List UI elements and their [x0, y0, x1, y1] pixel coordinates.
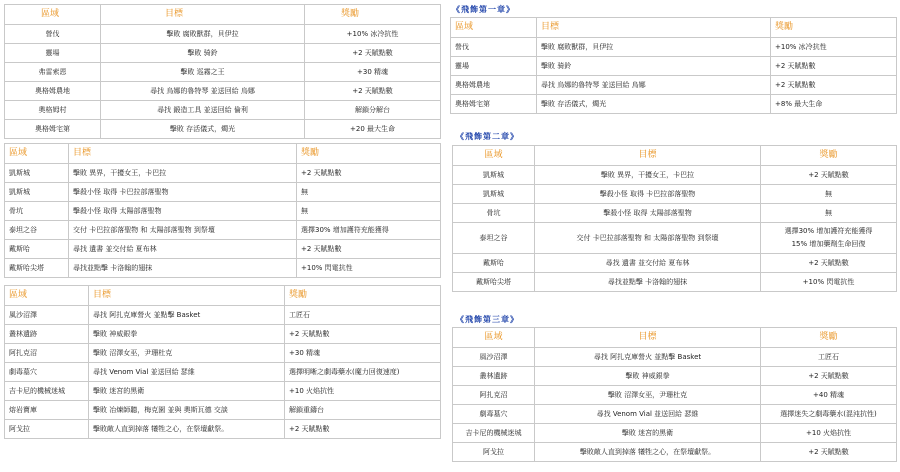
cell-area: 靈場 [5, 44, 101, 63]
cell-goal: 交付 卡巴拉部落聖物 和 太陽部落聖物 到祭壇 [535, 223, 761, 254]
table-row [453, 424, 897, 443]
cell-goal: 擊敗 巡霧之王 [101, 63, 305, 82]
cell-reward: +2 天賦點數 [297, 240, 441, 259]
header-row [5, 144, 441, 164]
cell-area: 凱斯城 [5, 164, 69, 183]
cell-area: 靈場 [451, 57, 537, 76]
cell-reward: 選擇30% 增加護符充能獲得 [297, 221, 441, 240]
cell-reward: 選擇迷失之劇毒藥水(混沌抗性) [761, 405, 897, 424]
cell-goal: 尋找 阿扎克庫營火 並點擊 Basket [535, 348, 761, 367]
cell-goal: 尋找 烏娜的魯特琴 並送回給 烏娜 [101, 82, 305, 101]
cell-goal: 擊敗 沼澤女巫，尹珊杜克 [89, 344, 285, 363]
table-row [451, 38, 897, 57]
table-row [5, 240, 441, 259]
cell-area: 奧格姆農地 [5, 82, 101, 101]
cell-goal: 擊敗 神威銀拳 [535, 367, 761, 386]
cell-reward: 解鎖分解台 [305, 101, 441, 120]
table-row [451, 57, 897, 76]
cell-reward: +10% 閃電抗性 [297, 259, 441, 278]
cell-area: 劇毒墓穴 [5, 363, 89, 382]
cell-reward: +2 天賦點數 [297, 164, 441, 183]
header-goal: 目標 [69, 144, 297, 164]
header-area: 區域 [5, 5, 101, 25]
table-row [5, 344, 441, 363]
left-act3-table [4, 285, 441, 439]
header-reward: 獎勵 [285, 286, 441, 306]
cell-area: 骨坑 [5, 202, 69, 221]
cell-area: 劇毒墓穴 [453, 405, 535, 424]
cell-area: 弗雷索恩 [5, 63, 101, 82]
cell-area: 戴斯哈尖塔 [5, 259, 69, 278]
table-row [5, 325, 441, 344]
table-row [5, 382, 441, 401]
header-goal: 目標 [101, 5, 305, 25]
cell-reward: +2 天賦點數 [285, 325, 441, 344]
cell-reward: +2 天賦點數 [761, 166, 897, 185]
cell-goal: 尋找 烏娜的魯特琴 並送回給 烏娜 [537, 76, 771, 95]
table-row [5, 306, 441, 325]
cell-goal: 尋找 Venom Vial 並送回給 瑟維 [535, 405, 761, 424]
reward-line-2: 15% 增加藥劑生命回復 [791, 240, 866, 248]
table-row [453, 386, 897, 405]
table-row [5, 101, 441, 120]
cell-goal: 擊敗 異界，干擾女王，卡巴拉 [535, 166, 761, 185]
cell-area: 叢林遺跡 [453, 367, 535, 386]
cell-reward: +8% 最大生命 [771, 95, 897, 114]
table-row [5, 25, 441, 44]
cell-area: 戴斯哈 [453, 254, 535, 273]
cell-goal: 擊敗 冶煉師聽，梅克園 並與 奧斯瓦德 交談 [89, 401, 285, 420]
cell-goal: 尋找並點擊 卡洛翰的翅抹 [535, 273, 761, 292]
cell-goal: 擊敗 腐敗獸群，貝伊拉 [537, 38, 771, 57]
table-row [5, 164, 441, 183]
cell-area: 阿戈拉 [453, 443, 535, 462]
cell-reward: 無 [761, 185, 897, 204]
cell-goal: 擊殺小怪 取得 太陽部落聖物 [535, 204, 761, 223]
cell-goal: 擊殺小怪 取得 卡巴拉部落聖物 [535, 185, 761, 204]
cell-goal: 尋找並點擊 卡洛翰的翅抹 [69, 259, 297, 278]
cell-area: 吉卡尼的機械迷城 [453, 424, 535, 443]
cell-reward: 工匠石 [761, 348, 897, 367]
cell-area: 吉卡尼的機械迷城 [5, 382, 89, 401]
cell-area: 泰坦之谷 [5, 221, 69, 240]
cell-reward: 解鎖重鑄台 [285, 401, 441, 420]
cell-goal: 尋找 阿扎克庫營火 並點擊 Basket [89, 306, 285, 325]
cell-area: 戴斯哈尖塔 [453, 273, 535, 292]
cell-reward: +20 最大生命 [305, 120, 441, 139]
chapter-title-2: 《飛飾第二章》 [456, 132, 519, 141]
cell-reward: 無 [761, 204, 897, 223]
table-row [453, 443, 897, 462]
cell-area: 熔岩寶庫 [5, 401, 89, 420]
cell-goal: 尋找 遺書 並交付給 夏布林 [535, 254, 761, 273]
header-row [453, 328, 897, 348]
header-row [451, 18, 897, 38]
cell-reward: +10 火焰抗性 [761, 424, 897, 443]
cell-reward: +2 天賦點數 [761, 443, 897, 462]
table-row [453, 185, 897, 204]
table-row [5, 183, 441, 202]
cell-reward: +30 精魂 [285, 344, 441, 363]
cell-goal: 擊敗 存活儀式，燭光 [537, 95, 771, 114]
table-row [453, 166, 897, 185]
cell-reward: +30 精魂 [305, 63, 441, 82]
table-row [451, 76, 897, 95]
cell-goal: 擊敗 腐敗獸群，貝伊拉 [101, 25, 305, 44]
cell-reward: +2 天賦點數 [305, 44, 441, 63]
cell-reward: +2 天賦點數 [305, 82, 441, 101]
header-goal: 目標 [535, 328, 761, 348]
cell-area: 風沙沼澤 [453, 348, 535, 367]
header-reward: 獎勵 [761, 146, 897, 166]
table-row [5, 221, 441, 240]
table-row [5, 202, 441, 221]
header-area: 區域 [453, 328, 535, 348]
header-goal: 目標 [535, 146, 761, 166]
table-row [5, 120, 441, 139]
header-reward: 獎勵 [305, 5, 441, 25]
header-reward: 獎勵 [761, 328, 897, 348]
left-act2-table [4, 143, 441, 278]
cell-goal: 擊殺小怪 取得 太陽部落聖物 [69, 202, 297, 221]
cell-goal: 擊敗 骑鈴 [101, 44, 305, 63]
table-row [453, 223, 897, 254]
cell-goal: 擊敗敵人直到掉落 犧牲之心，在祭壇獻祭。 [535, 443, 761, 462]
table-row [5, 420, 441, 439]
cell-area: 骨坑 [453, 204, 535, 223]
cell-goal: 尋找 鍛造工具 並送回給 倫利 [101, 101, 305, 120]
header-goal: 目標 [537, 18, 771, 38]
cell-area: 阿扎克沼 [453, 386, 535, 405]
table-row [5, 259, 441, 278]
table-row [451, 95, 897, 114]
header-area: 區域 [5, 286, 89, 306]
cell-reward: +10% 冰冷抗性 [305, 25, 441, 44]
cell-reward: +10% 冰冷抗性 [771, 38, 897, 57]
cell-area: 奧格姆村 [5, 101, 101, 120]
cell-reward: 無 [297, 183, 441, 202]
cell-area: 營伐 [5, 25, 101, 44]
cell-area: 阿扎克沼 [5, 344, 89, 363]
cell-area: 奧格姆農地 [451, 76, 537, 95]
cell-area: 營伐 [451, 38, 537, 57]
cell-goal: 擊敗 迷宮的黑衛 [89, 382, 285, 401]
table-row [5, 82, 441, 101]
cell-area: 凱斯城 [453, 185, 535, 204]
cell-goal: 擊敗 沼澤女巫，尹珊杜克 [535, 386, 761, 405]
cell-area: 阿戈拉 [5, 420, 89, 439]
table-row [5, 363, 441, 382]
cell-area: 風沙沼澤 [5, 306, 89, 325]
table-row [453, 367, 897, 386]
table-row [453, 204, 897, 223]
left-act1-table [4, 4, 441, 139]
table-row [5, 401, 441, 420]
cell-area: 凱斯城 [5, 183, 69, 202]
right-act1-table [450, 17, 897, 114]
cell-goal: 擊敗敵人直到掉落 犧牲之心，在祭壇獻祭。 [89, 420, 285, 439]
right-act3-table [452, 327, 897, 462]
cell-area: 泰坦之谷 [453, 223, 535, 254]
reward-line-1: 選擇30% 增加護符充能獲得 [784, 227, 873, 235]
cell-area: 凱斯城 [453, 166, 535, 185]
cell-area: 奧格姆宅第 [5, 120, 101, 139]
cell-reward: +2 天賦點數 [285, 420, 441, 439]
chapter-title-3: 《飛飾第三章》 [456, 315, 519, 324]
cell-reward: +2 天賦點數 [761, 367, 897, 386]
table-row [5, 44, 441, 63]
right-act2-table [452, 145, 897, 292]
cell-goal: 擊殺小怪 取得 卡巴拉部落聖物 [69, 183, 297, 202]
table-row [453, 254, 897, 273]
cell-area: 奧格姆宅第 [451, 95, 537, 114]
cell-goal: 擊敗 骑鈴 [537, 57, 771, 76]
chapter-title-1: 《飛飾第一章》 [452, 5, 515, 14]
header-row [5, 5, 441, 25]
header-area: 區域 [451, 18, 537, 38]
cell-goal: 尋找 遺書 並交付給 夏布林 [69, 240, 297, 259]
cell-reward: +10 火焰抗性 [285, 382, 441, 401]
header-row [453, 146, 897, 166]
header-area: 區域 [5, 144, 69, 164]
cell-reward [761, 223, 897, 254]
table-row [453, 405, 897, 424]
cell-reward: +2 天賦點數 [771, 76, 897, 95]
header-reward: 獎勵 [297, 144, 441, 164]
cell-reward: +10% 閃電抗性 [761, 273, 897, 292]
cell-reward: +2 天賦點數 [761, 254, 897, 273]
cell-reward: 工匠石 [285, 306, 441, 325]
cell-area: 戴斯哈 [5, 240, 69, 259]
cell-goal: 擊敗 存活儀式，燭光 [101, 120, 305, 139]
table-row [453, 273, 897, 292]
cell-reward: 無 [297, 202, 441, 221]
cell-reward: +2 天賦點數 [771, 57, 897, 76]
cell-goal: 交付 卡巴拉部落聖物 和 太陽部落聖物 到祭壇 [69, 221, 297, 240]
header-reward: 獎勵 [771, 18, 897, 38]
cell-reward: 選擇明晰之劇毒藥水(魔力回復速度) [285, 363, 441, 382]
table-row [5, 63, 441, 82]
cell-goal: 擊敗 迷宮的黑衛 [535, 424, 761, 443]
cell-reward: +40 精魂 [761, 386, 897, 405]
header-area: 區域 [453, 146, 535, 166]
header-goal: 目標 [89, 286, 285, 306]
header-row [5, 286, 441, 306]
table-row [453, 348, 897, 367]
cell-goal: 擊敗 異界，干擾女王，卡巴拉 [69, 164, 297, 183]
cell-area: 叢林遺跡 [5, 325, 89, 344]
cell-goal: 尋找 Venom Vial 並送回給 瑟維 [89, 363, 285, 382]
cell-goal: 擊敗 神威銀拳 [89, 325, 285, 344]
